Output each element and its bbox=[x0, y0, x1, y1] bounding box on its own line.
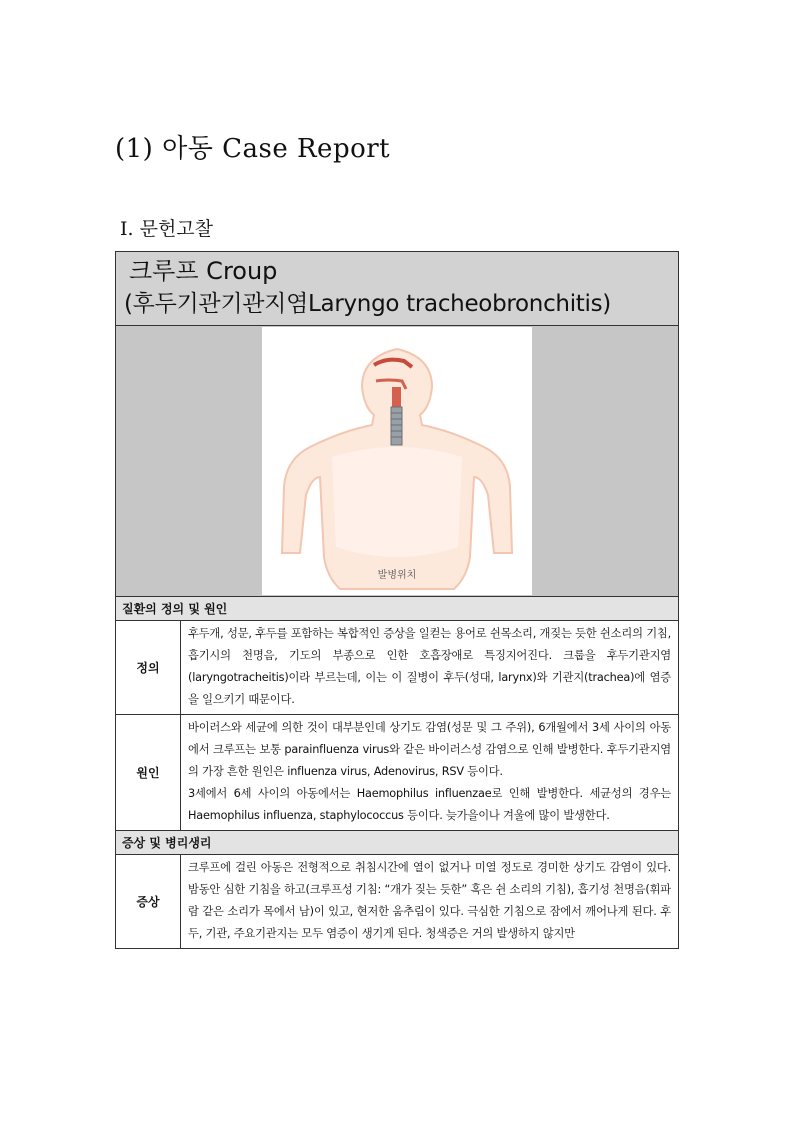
row-label-cause: 원인 bbox=[116, 715, 181, 831]
cause-text-1: 바이러스와 세균에 의한 것이 대부분인데 상기도 감염(성문 및 그 주위), 6개월에서 3세 사이의 아동에서 크루프는 보통 parainfluenza virus와 같은 바이러스성 감염으로 인해 발병한다. 후두기관지염의 가장 흔한 원인은 influenza virus, Adenovirus, RSV 등이다. bbox=[188, 721, 672, 778]
cause-cell bbox=[181, 715, 679, 831]
page-title: (1) 아동 Case Report bbox=[115, 134, 391, 164]
image-caption: 발병위치 bbox=[377, 570, 417, 581]
body-diagram-icon bbox=[262, 327, 532, 595]
table-title: 크루프 Croup bbox=[129, 256, 278, 285]
content-table bbox=[115, 251, 679, 949]
anatomy-illustration bbox=[262, 327, 532, 595]
table-title-cell bbox=[116, 252, 679, 326]
symptom-text: 크루프에 걸린 아동은 전형적으로 취침시간에 열이 없거나 미열 정도로 경미한 상기도 감염이 있다. 밤동안 심한 기침을 하고(크루프성 기침: “개가 짖는 듯한” 혹은 쉰 소리의 기침), 흡기성 천명음(휘파람 같은 소리가 목에서 남)이 있고, 현저한 움추림이 있다. 극심한 기침으로 잠에서 깨어나게 된다. 후두, 기관, 주요기관지는 모두 염증이 생기게 된다. 청색증은 거의 발생하지 않지만 bbox=[181, 855, 679, 949]
section-heading: Ⅰ. 문헌고찰 bbox=[120, 218, 214, 240]
table-subtitle: (후두기관기관지염Laryngo tracheobronchitis) bbox=[124, 290, 611, 317]
row-label-symptom: 증상 bbox=[116, 855, 181, 949]
section-header-definition: 질환의 정의 및 원인 bbox=[116, 597, 679, 621]
image-cell bbox=[116, 326, 679, 597]
definition-text: 후두개, 성문, 후두를 포함하는 복합적인 증상을 일컫는 용어로 쉰목소리, 개짖는 듯한 쉰소리의 기침, 흡기시의 천명음, 기도의 부종으로 인한 호흡장애로 특징지어진다. 크룹을 후두기관지염(laryngotracheitis)이라 부르는데, 이는 이 질병이 후두(성대, larynx)와 기관지(trachea)에 염증을 일으키기 때문이다. bbox=[181, 621, 679, 715]
cause-text-2: 3세에서 6세 사이의 아동에서는 Haemophilus influenzae로 인해 발병한다. 세균성의 경우는 Haemophilus influenza, staphylococcus 등이다. 늦가을이나 겨울에 많이 발생한다. bbox=[188, 787, 672, 822]
row-label-definition: 정의 bbox=[116, 621, 181, 715]
section-header-symptoms: 증상 및 병리생리 bbox=[116, 831, 679, 855]
